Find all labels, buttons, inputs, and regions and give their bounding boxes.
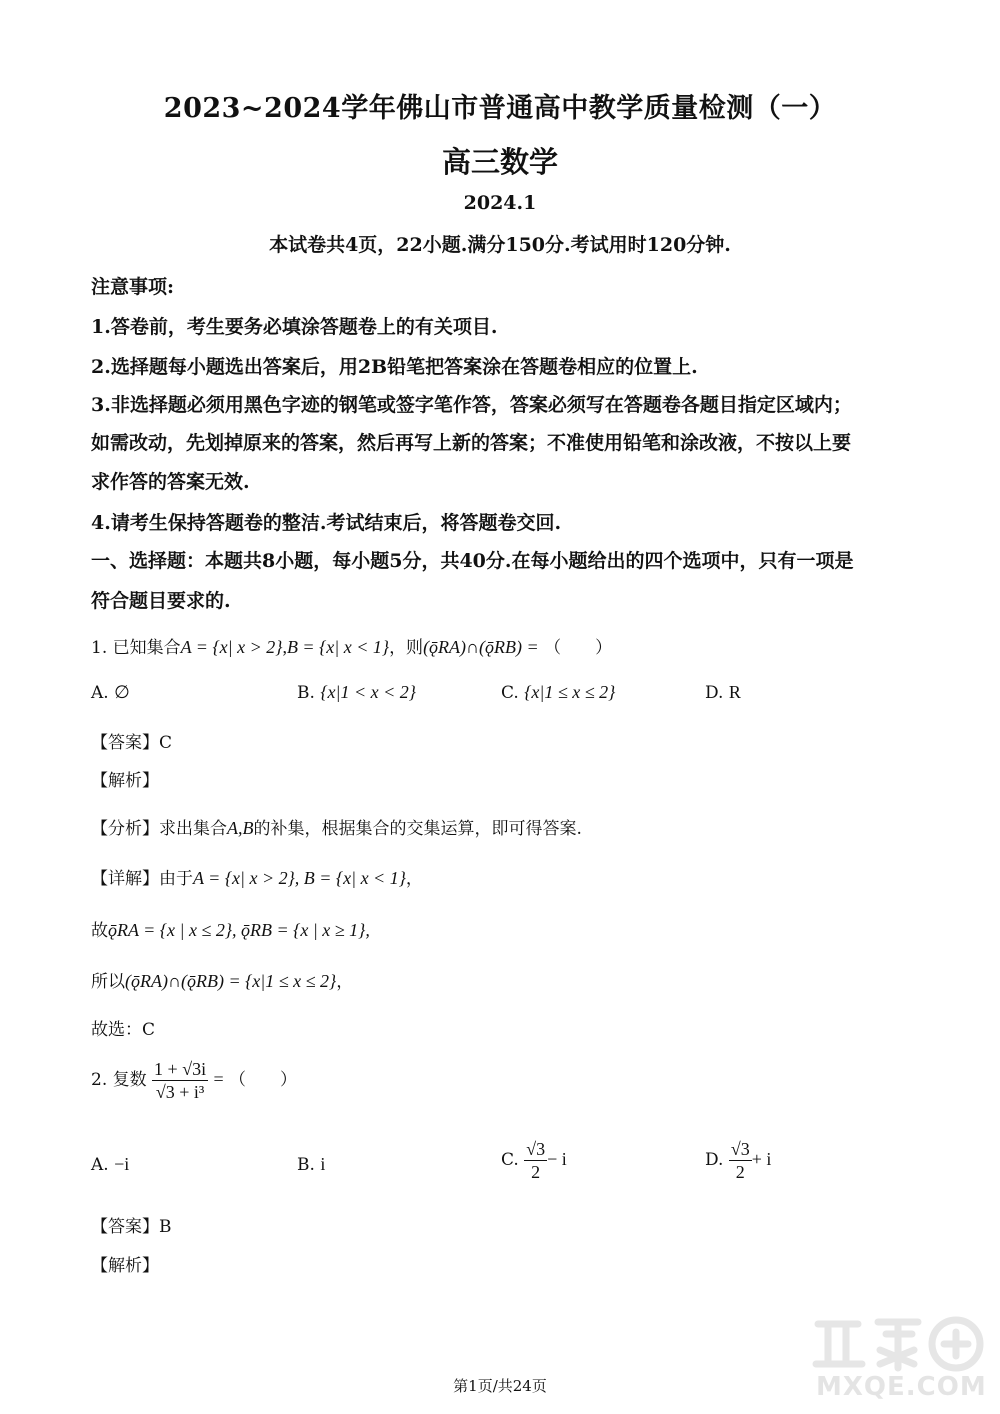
option-value: ∅ (114, 682, 130, 702)
punctuation: ， (405, 869, 423, 889)
question-text: 复数 (112, 1070, 147, 1090)
q2-answer: 【答案】B (91, 1217, 172, 1237)
q2-option-d (705, 1138, 771, 1183)
answer-blank: （ ） (544, 638, 613, 658)
notice-item-4: 4.请考生保持答题卷的整洁.考试结束后，将答题卷交回. (91, 512, 562, 534)
punctuation: ， (336, 972, 354, 992)
notice-item-3: 3.非选择题必须用黑色字迹的钢笔或签字笔作答，答案必须写在答题卷各题目指定区域内； (91, 394, 852, 416)
fraction-denominator: 2 (531, 1162, 541, 1182)
notice-item-3-cont: 如需改动，先划掉原来的答案，然后再写上新的答案；不准使用铅笔和涂改液，不按以上要 (91, 432, 852, 454)
question-number: 2. (91, 1070, 108, 1090)
question-text: ，则 (389, 638, 424, 658)
notice-item-3-end: 求作答的答案无效. (91, 471, 250, 493)
fraction-denominator: √3 + i³ (155, 1082, 205, 1102)
fenxi-text: 求出集合 (159, 819, 227, 839)
option-letter: B. (297, 683, 315, 703)
q2-analysis-label: 【解析】 (91, 1256, 159, 1276)
math-set-a: A = {x| x > 2} (180, 637, 283, 657)
question-number: 1. (91, 638, 108, 658)
math-set-b: B = {x| x < 1} (286, 637, 390, 657)
question-1-stem (91, 633, 612, 658)
option-value: R (728, 682, 741, 702)
math-expression: A = {x| x > 2}, B = {x| x < 1} (193, 868, 406, 888)
option-letter: D. (705, 1150, 724, 1170)
exam-subtitle: 高三数学 (441, 145, 558, 179)
math-equals: = (213, 1069, 224, 1089)
option-fraction (729, 1138, 752, 1183)
option-letter: C. (501, 683, 519, 703)
q1-complement (91, 916, 370, 941)
q2-option-a (91, 1154, 129, 1175)
option-letter: A. (91, 683, 109, 703)
q1-option-a (91, 682, 130, 703)
q2-option-c (501, 1138, 567, 1183)
option-letter: C. (501, 1150, 519, 1170)
notice-item-2: 2.选择题每小题选出答案后，用2B铅笔把答案涂在答题卷相应的位置上. (91, 356, 698, 378)
notice-item-1: 1.答卷前，考生要务必填涂答题卷上的有关项目. (91, 316, 498, 338)
question-2-stem (91, 1058, 297, 1103)
math-expression: ǭRA = {x | x ≤ 2}, ǭRB = {x | x ≥ 1}, (108, 920, 370, 940)
exam-intro: 本试卷共4页，22小题.满分150分.考试用时120分钟. (269, 234, 731, 256)
fenxi-text: 的补集，根据集合的交集运算，即可得答案. (253, 819, 582, 839)
exam-title: 2023~2024学年佛山市普通高中教学质量检测（一） (163, 93, 837, 124)
option-value: {x|1 ≤ x ≤ 2} (524, 682, 616, 702)
option-value: i (320, 1154, 326, 1174)
complex-fraction (152, 1058, 208, 1103)
math-expression: (ǭRA)∩(ǭRB) = (423, 637, 539, 657)
q1-option-d (705, 682, 741, 703)
fenxi-label: 【分析】 (91, 819, 159, 839)
q1-answer: 【答案】C (91, 733, 173, 753)
option-letter: A. (91, 1155, 109, 1175)
q1-choice: 故选：C (91, 1020, 156, 1040)
fraction-numerator: √3 (526, 1139, 546, 1159)
math-comma: , (282, 637, 287, 657)
math-vars: A,B (227, 818, 254, 838)
section1-intro: 一、选择题：本题共8小题，每小题5分，共40分.在每小题给出的四个选项中，只有一项是 (91, 550, 854, 572)
watermark-text: MXQE.COM (816, 1372, 987, 1402)
xiangjie-label: 【详解】 (91, 869, 159, 889)
q1-option-b (297, 682, 416, 703)
fraction-numerator: √3 (730, 1139, 750, 1159)
option-value: + i (751, 1149, 772, 1169)
option-value: − i (547, 1149, 567, 1169)
q1-analysis-label: 【解析】 (91, 771, 159, 791)
q1-fenxi (91, 814, 582, 839)
math-expression: (ǭRA)∩(ǭRB) = {x|1 ≤ x ≤ 2} (125, 971, 337, 991)
option-letter: B. (297, 1155, 315, 1175)
q2-option-b (297, 1154, 325, 1175)
section1-intro-cont: 符合题目要求的. (91, 590, 231, 612)
notice-heading: 注意事项: (91, 276, 175, 298)
option-value: {x|1 < x < 2} (320, 682, 416, 702)
q1-option-c (501, 682, 615, 703)
answer-blank: （ ） (229, 1070, 298, 1090)
text-label: 故 (91, 921, 108, 941)
page-footer: 第1页/共24页 (453, 1377, 547, 1395)
fraction-numerator: 1 + √3i (154, 1059, 207, 1079)
question-text: 已知集合 (112, 638, 181, 658)
xiangjie-text: 由于 (159, 869, 193, 889)
exam-date: 2024.1 (463, 192, 537, 214)
option-letter: D. (705, 683, 724, 703)
option-value: −i (114, 1154, 130, 1174)
q1-intersection (91, 967, 353, 992)
option-fraction (524, 1138, 547, 1183)
q1-xiangjie (91, 864, 423, 889)
fraction-denominator: 2 (735, 1162, 745, 1182)
text-label: 所以 (91, 972, 125, 992)
